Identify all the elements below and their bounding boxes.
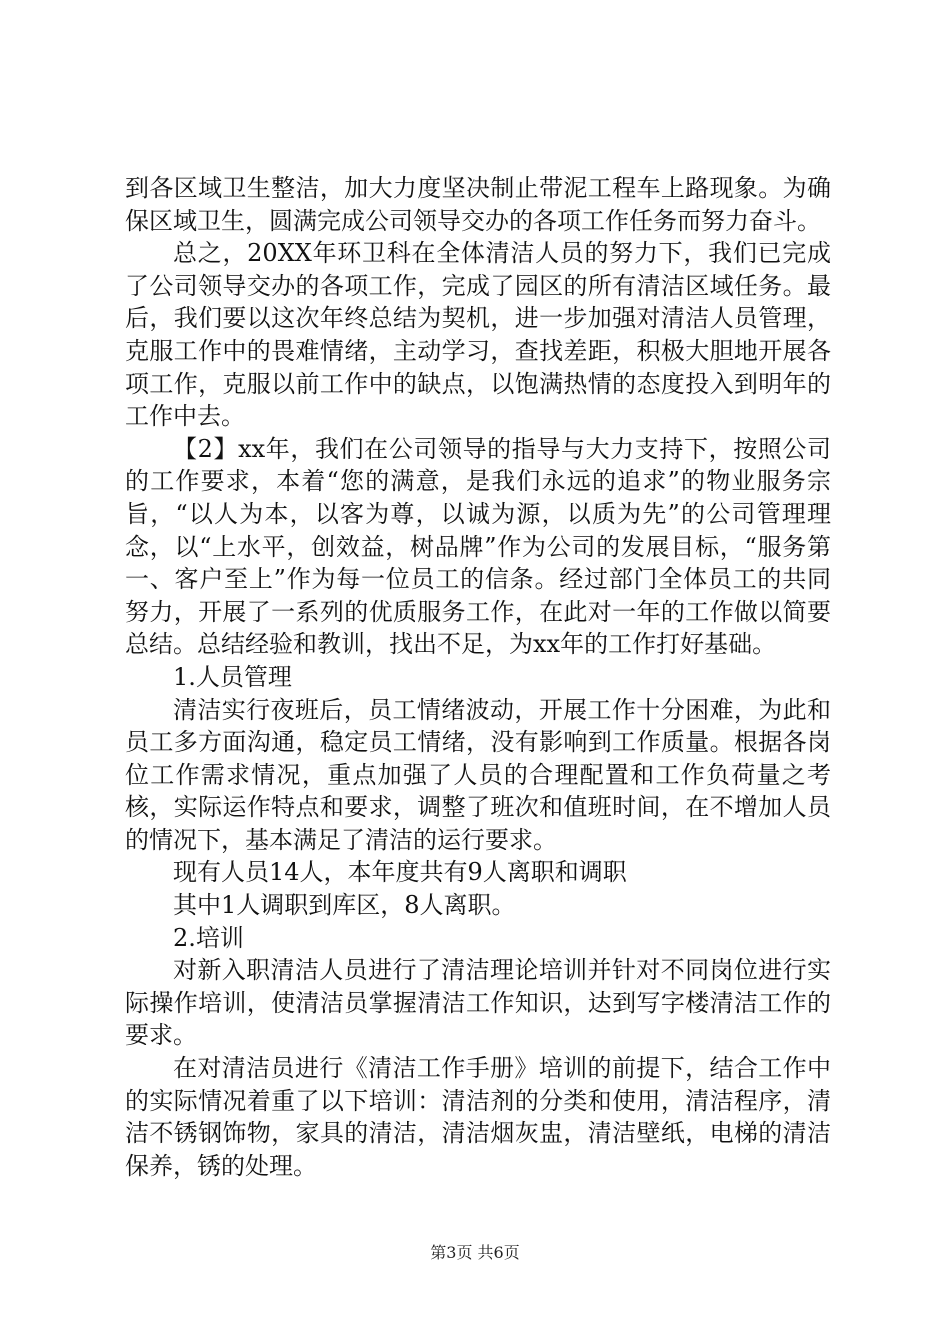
paragraph-2: 总之，20XX年环卫科在全体清洁人员的努力下，我们已完成了公司领导交办的各项工作，完成了园区的所有清洁区域任务。最后，我们要以这次年终总结为契机，进一步加强对清洁人员管理，克服工作中的畏难情绪，主动学习，查找差距，积极大胆地开展各项工作，克服以前工作中的缺点，以饱满热情的态度投入到明年的工作中去。 — [125, 239, 831, 431]
paragraph-9: 对新入职清洁人员进行了清洁理论培训并针对不同岗位进行实际操作培训，使清洁员掌握清洁工作知识，达到写字楼清洁工作的要求。 — [125, 956, 831, 1050]
section-heading-personnel: 1.人员管理 — [173, 662, 292, 691]
paragraph-5: 清洁实行夜班后，员工情绪波动，开展工作十分困难，为此和员工多方面沟通，稳定员工情绪，没有影响到工作质量。根据各岗位工作需求情况，重点加强了人员的合理配置和工作负荷量之考核，实际运作特点和要求，调整了班次和值班时间，在不增加人员的情况下，基本满足了清洁的运行要求。 — [125, 695, 831, 854]
section-heading-training: 2.培训 — [173, 923, 244, 952]
paragraph-3: 【2】xx年，我们在公司领导的指导与大力支持下，按照公司的工作要求，本着“您的满意，是我们永远的追求”的物业服务宗旨，“以人为本，以客为尊，以诚为源，以质为先”的公司管理理念，以“上水平，创效益，树品牌”作为公司的发展目标，“服务第一、客户至上”作为每一位员工的信条。经过部门全体员工的共同努力，开展了一系列的优质服务工作，在此对一年的工作做以简要总结。总结经验和教训，找出不足，为xx年的工作打好基础。 — [125, 434, 831, 659]
paragraph-6: 现有人员14人，本年度共有9人离职和调职 — [173, 858, 627, 887]
paragraph-10: 在对清洁员进行《清洁工作手册》培训的前提下，结合工作中的实际情况着重了以下培训：清洁剂的分类和使用，清洁程序，清洁不锈钢饰物，家具的清洁，清洁烟灰盅，清洁壁纸，电梯的清洁保养，锈的处理。 — [125, 1054, 831, 1180]
document-body — [125, 172, 831, 1182]
page-footer: 第3页 共6页 — [430, 1243, 520, 1262]
paragraph-7: 其中1人调职到库区，8人离职。 — [173, 891, 516, 920]
paragraph-1: 到各区域卫生整洁，加大力度坚决制止带泥工程车上路现象。为确保区域卫生，圆满完成公司领导交办的各项工作任务而努力奋斗。 — [125, 174, 831, 235]
